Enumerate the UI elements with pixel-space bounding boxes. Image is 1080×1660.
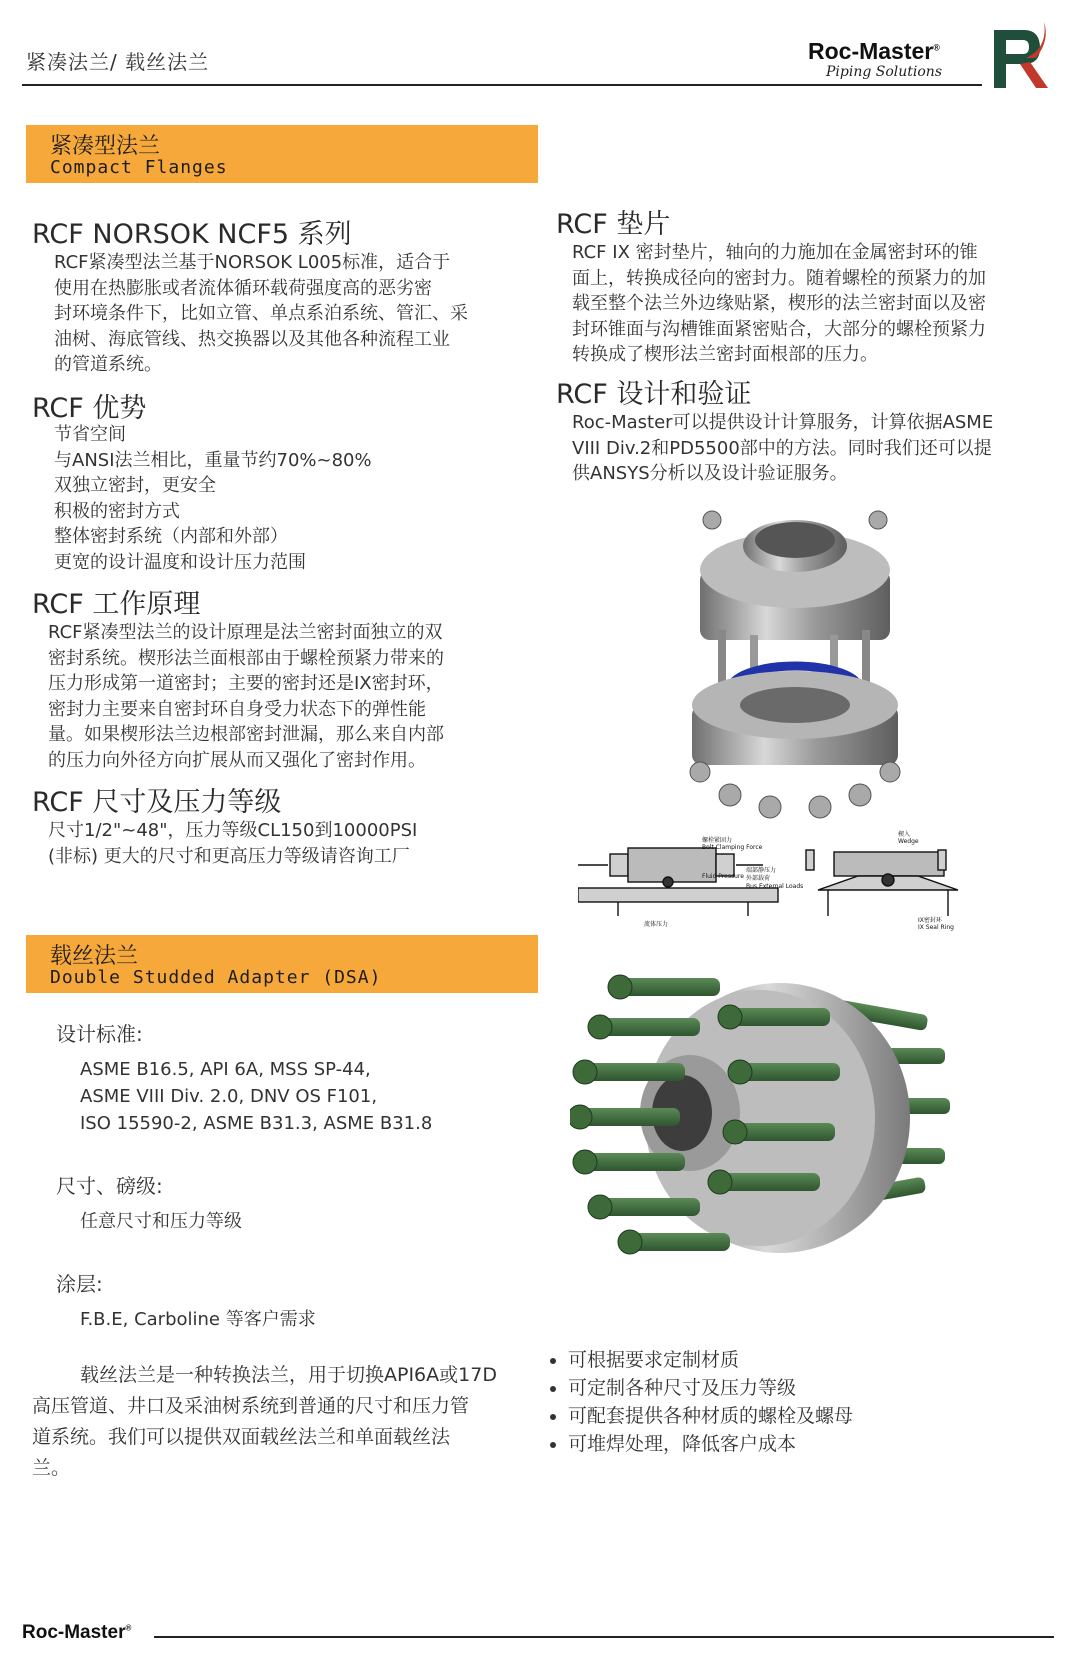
- list-item: 更宽的设计温度和设计压力范围: [54, 551, 306, 573]
- sizes-paragraph: [48, 818, 417, 869]
- text-line: ISO 15590-2, ASME B31.3, ASME B31.8: [80, 1113, 433, 1134]
- label-wedge: 楔入: [898, 831, 911, 838]
- heading-sizes: RCF 尺寸及压力等级: [32, 787, 282, 818]
- text-line: 高压管道、井口及采油树系统到普通的尺寸和压力管: [32, 1395, 470, 1417]
- coating-value: F.B.E, Carboline 等客户需求: [80, 1309, 316, 1330]
- heading-principle: RCF 工作原理: [32, 589, 201, 620]
- cross-section-diagram: [578, 830, 998, 934]
- dsa-description: [32, 1360, 522, 1484]
- text-line: 的压力向外径方向扩展从而又强化了密封作用。: [48, 749, 426, 771]
- gasket-paragraph: [572, 240, 986, 368]
- label-fluid-pressure-cn: 流体压力: [644, 921, 669, 928]
- list-item: 整体密封系统（内部和外部）: [54, 526, 288, 547]
- dsa-feature-list: [548, 1346, 853, 1458]
- dsa-flange-image: [570, 968, 980, 1278]
- label-ext-load-en: Bus External Loads: [746, 883, 804, 890]
- label-ix-ring-en: IX Seal Ring: [918, 924, 954, 931]
- list-item: 节省空间: [54, 424, 126, 445]
- footer-brand: Roc-Master®: [22, 1622, 132, 1643]
- list-item: 积极的密封方式: [54, 500, 180, 522]
- list-item: 与ANSI法兰相比，重量节约70%~80%: [54, 449, 372, 471]
- text-line: 面上，转换成径向的密封力。随着螺栓的预紧力的加: [572, 267, 986, 289]
- text-line: 使用在热膨胀或者流体循环载荷强度高的恶劣密: [54, 277, 432, 299]
- section-title-cn: 载丝法兰: [50, 944, 139, 969]
- text-line: RCF紧凑型法兰的设计原理是法兰密封面独立的双: [48, 622, 443, 643]
- heading-gasket: RCF 垫片: [556, 209, 671, 240]
- text-line: ASME B16.5, API 6A, MSS SP-44,: [80, 1059, 371, 1080]
- section-band-compact: [26, 125, 538, 183]
- heading-design: RCF 设计和验证: [556, 379, 752, 410]
- list-item: • 可定制各种尺寸及压力等级: [568, 1374, 853, 1402]
- text-line: 载至整个法兰外边缘贴紧，楔形的法兰密封面以及密: [572, 293, 986, 314]
- advantages-list: [54, 422, 372, 575]
- text-line: 密封系统。楔形法兰面根部由于螺栓预紧力带来的: [48, 647, 444, 669]
- page-title: 紧凑法兰/ 载丝法兰: [26, 50, 210, 74]
- size-value: 任意尺寸和压力等级: [80, 1211, 242, 1232]
- heading-advantages: RCF 优势: [32, 393, 147, 424]
- list-item: • 可配套提供各种材质的螺栓及螺母: [568, 1402, 853, 1430]
- rc-logo-icon: [990, 18, 1054, 92]
- text-line: 量。如果楔形法兰边根部密封泄漏，那么来自内部: [48, 724, 444, 745]
- list-item: • 可堆焊处理，降低客户成本: [568, 1430, 853, 1458]
- heading-ncf5: RCF NORSOK NCF5 系列: [32, 219, 352, 250]
- size-label: 尺寸、磅级:: [56, 1174, 163, 1198]
- section-title-en: Double Studded Adapter (DSA): [50, 967, 382, 988]
- text-line: 兰。: [32, 1457, 71, 1479]
- text-line: 油树、海底管线、热交换器以及其他各种流程工业: [54, 328, 450, 350]
- brand-tagline: Piping Solutions: [826, 64, 943, 80]
- section-title-en: Compact Flanges: [50, 157, 228, 178]
- text-line: 供ANSYS分析以及设计验证服务。: [572, 463, 848, 484]
- section-title-cn: 紧凑型法兰: [50, 134, 161, 159]
- label-bolt-force: 螺栓紧固力: [702, 837, 733, 844]
- principle-paragraph: [48, 620, 444, 773]
- text-line: 载丝法兰是一种转换法兰，用于切换API6A或17D: [80, 1364, 497, 1386]
- label-wedge-en: Wedge: [898, 838, 919, 845]
- text-line: 封环境条件下，比如立管、单点系泊系统、管汇、采: [54, 303, 468, 324]
- text-line: Roc-Master可以提供设计计算服务，计算依据ASME: [572, 412, 994, 433]
- standards-list: [80, 1056, 432, 1137]
- text-line: RCF紧凑型法兰基于NORSOK L005标准，适合于: [54, 252, 451, 273]
- footer-divider: [154, 1636, 1054, 1638]
- text-line: 密封力主要来自密封环自身受力状态下的弹性能: [48, 698, 426, 720]
- text-line: 转换成了楔形法兰密封面根部的压力。: [572, 344, 878, 365]
- text-line: 封环锥面与沟槽锥面紧密贴合，大部分的螺栓预紧力: [572, 318, 986, 340]
- text-line: 压力形成第一道密封；主要的密封还是IX密封环，: [48, 673, 444, 694]
- brand-name: Roc-Master®: [808, 38, 940, 64]
- section-band-dsa: [26, 935, 538, 993]
- list-item: • 可根据要求定制材质: [568, 1346, 853, 1374]
- design-paragraph: [572, 410, 993, 487]
- text-line: 的管道系统。: [54, 354, 162, 375]
- ncf5-paragraph: [54, 250, 468, 378]
- standard-label: 设计标准:: [56, 1022, 143, 1046]
- label-end-force: 端部静压力: [746, 867, 777, 874]
- text-line: (非标) 更大的尺寸和更高压力等级请咨询工厂: [48, 845, 410, 867]
- compact-flange-image: [670, 510, 920, 850]
- text-line: RCF IX 密封垫片，轴向的力施加在金属密封环的锥: [572, 242, 978, 263]
- header-divider: [22, 84, 982, 86]
- list-item: 双独立密封，更安全: [54, 475, 216, 496]
- coating-label: 涂层:: [56, 1272, 103, 1296]
- text-line: 尺寸1/2"~48"，压力等级CL150到10000PSI: [48, 820, 418, 841]
- text-line: 道系统。我们可以提供双面载丝法兰和单面载丝法: [32, 1426, 451, 1448]
- text-line: VIII Div.2和PD5500部中的方法。同时我们还可以提: [572, 437, 992, 459]
- text-line: ASME VIII Div. 2.0, DNV OS F101,: [80, 1086, 378, 1107]
- label-ext-load: 外部载荷: [746, 875, 771, 882]
- label-ix-ring: IX密封环: [918, 917, 942, 924]
- label-bolt-force-en: Bolt Clamping Force: [702, 844, 763, 851]
- label-fluid-pressure: Fluid Pressure: [702, 873, 744, 880]
